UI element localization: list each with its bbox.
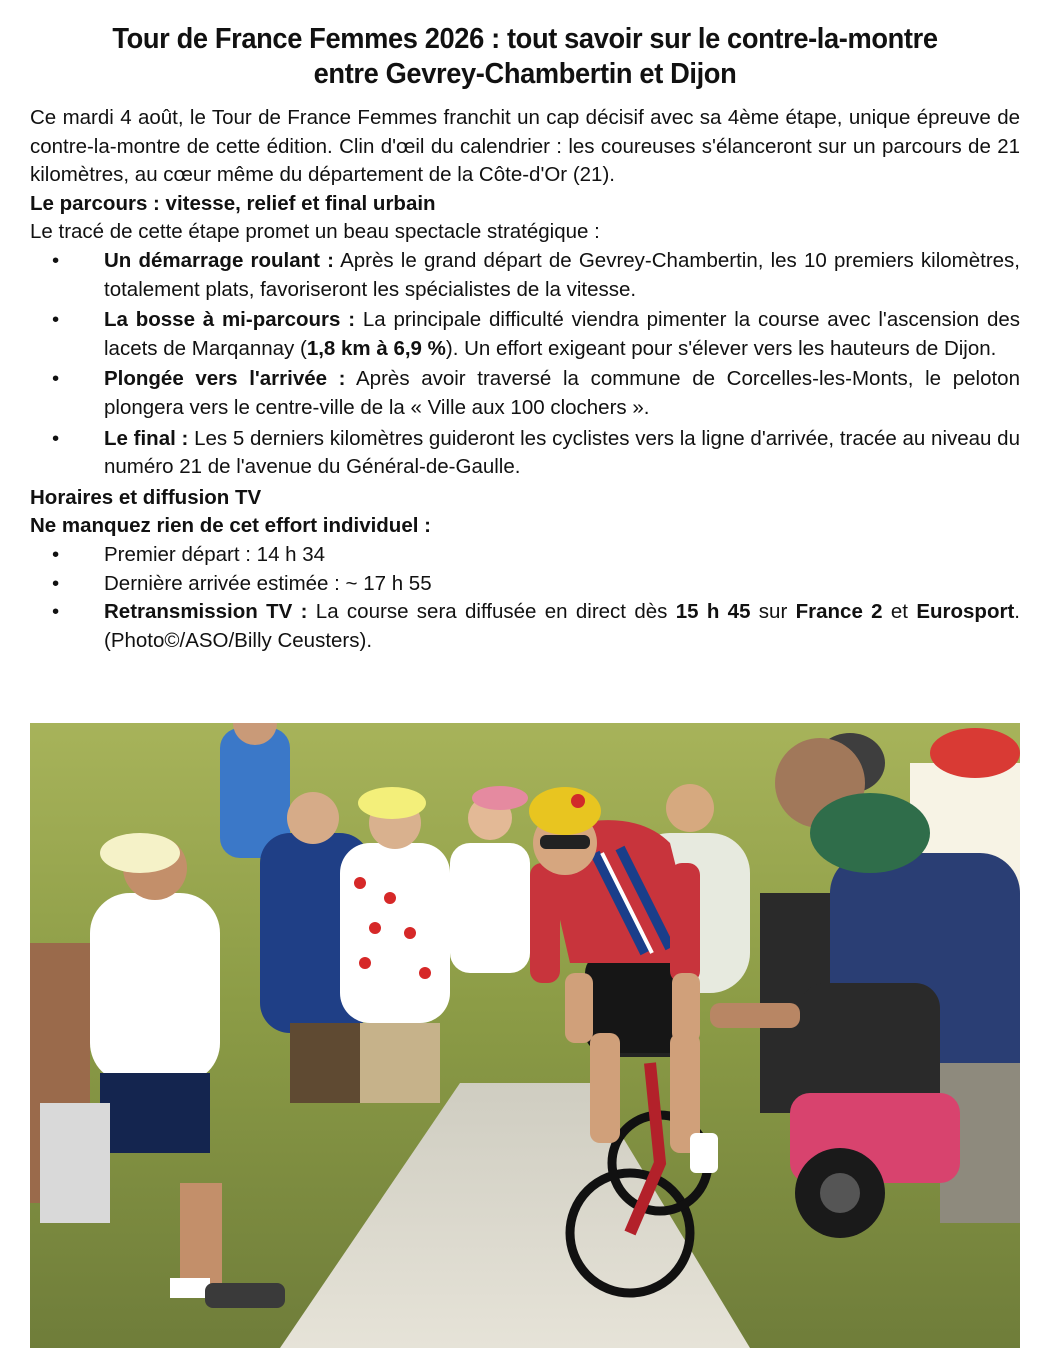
bullet-icon: • <box>52 248 60 272</box>
list-item <box>30 306 1020 363</box>
item-text: Dernière arrivée estimée : ~ 17 h 55 <box>104 571 432 595</box>
bullet-icon: • <box>52 308 60 332</box>
tv-time: 15 h 45 <box>675 600 751 624</box>
item-label: Le final : <box>104 426 189 450</box>
item-text: La course sera diffusée en direct dès <box>307 600 676 624</box>
bullet-icon: • <box>52 426 60 450</box>
route-list <box>30 247 1020 482</box>
item-text: Les 5 derniers kilomètres guideront les cyclistes vers la ligne d'arrivée, tracée au niveau du numéro 21 de l'avenue du Général-de-Gaulle. <box>104 426 1020 479</box>
schedule-subheading: Ne manquez rien de cet effort individuel : <box>30 514 431 538</box>
item-text: Après avoir traversé la commune de Corcelles-les-Monts, le peloton plongera vers le centre-ville de la « Ville aux 100 clochers ». <box>104 367 1020 419</box>
cyclist-illustration <box>30 723 1020 1348</box>
list-item <box>30 598 1020 655</box>
item-label: Un démarrage roulant : <box>104 248 335 272</box>
list-item <box>30 365 1020 422</box>
item-label: La bosse à mi-parcours : <box>104 308 356 332</box>
schedule-heading: Horaires et diffusion TV <box>30 485 262 509</box>
route-heading: Le parcours : vitesse, relief et final urbain <box>30 191 436 215</box>
bullet-icon: • <box>52 367 60 391</box>
route-intro: Le tracé de cette étape promet un beau spectacle stratégique : <box>30 220 600 244</box>
list-item <box>30 247 1020 304</box>
item-text: et <box>882 600 917 624</box>
item-text: Après le grand départ de Gevrey-Chambertin, les 10 premiers kilomètres, totalement plats, favoriseront les spécialistes de la vitesse. <box>104 248 1021 301</box>
title-line-1: Tour de France Femmes 2026 : tout savoir sur le contre-la-montre <box>112 23 938 55</box>
bullet-icon: • <box>52 571 60 595</box>
item-text: sur <box>750 600 796 624</box>
schedule-list <box>30 541 1020 655</box>
item-text: ). Un effort exigeant pour s'élever vers les hauteurs de Dijon. <box>445 336 997 360</box>
bullet-icon: • <box>52 600 60 624</box>
item-label: Plongée vers l'arrivée : <box>104 367 346 391</box>
intro-paragraph: Ce mardi 4 août, le Tour de France Femmes franchit un cap décisif avec sa 4ème étape, unique épreuve de contre-la-montre de cette édition. Clin d'œil du calendrier : les coureuses s'élanceront sur un parcours de 21 kilomètres, au cœur même du département de la Côte-d'Or (21). <box>30 106 1020 187</box>
climb-stats: 1,8 km à 6,9 % <box>306 336 446 360</box>
title-line-2: entre Gevrey-Chambertin et Dijon <box>313 58 737 90</box>
list-item <box>30 425 1020 482</box>
item-text: Premier départ : 14 h 34 <box>104 542 326 566</box>
article-title <box>60 22 991 92</box>
tv-channel-1: France 2 <box>795 600 883 624</box>
race-photo <box>30 723 1020 1348</box>
bullet-icon: • <box>52 542 60 566</box>
article-body <box>30 104 1020 655</box>
list-item <box>30 541 1020 570</box>
list-item <box>30 570 1020 599</box>
photo-credit: . (Photo©/ASO/Billy Ceusters). <box>104 600 1020 652</box>
item-label: Retransmission TV : <box>104 600 308 624</box>
item-text: La principale difficulté viendra pimenter la course avec l'ascension des lacets de Marqannay ( <box>104 308 1020 360</box>
tv-channel-2: Eurosport <box>916 600 1015 624</box>
